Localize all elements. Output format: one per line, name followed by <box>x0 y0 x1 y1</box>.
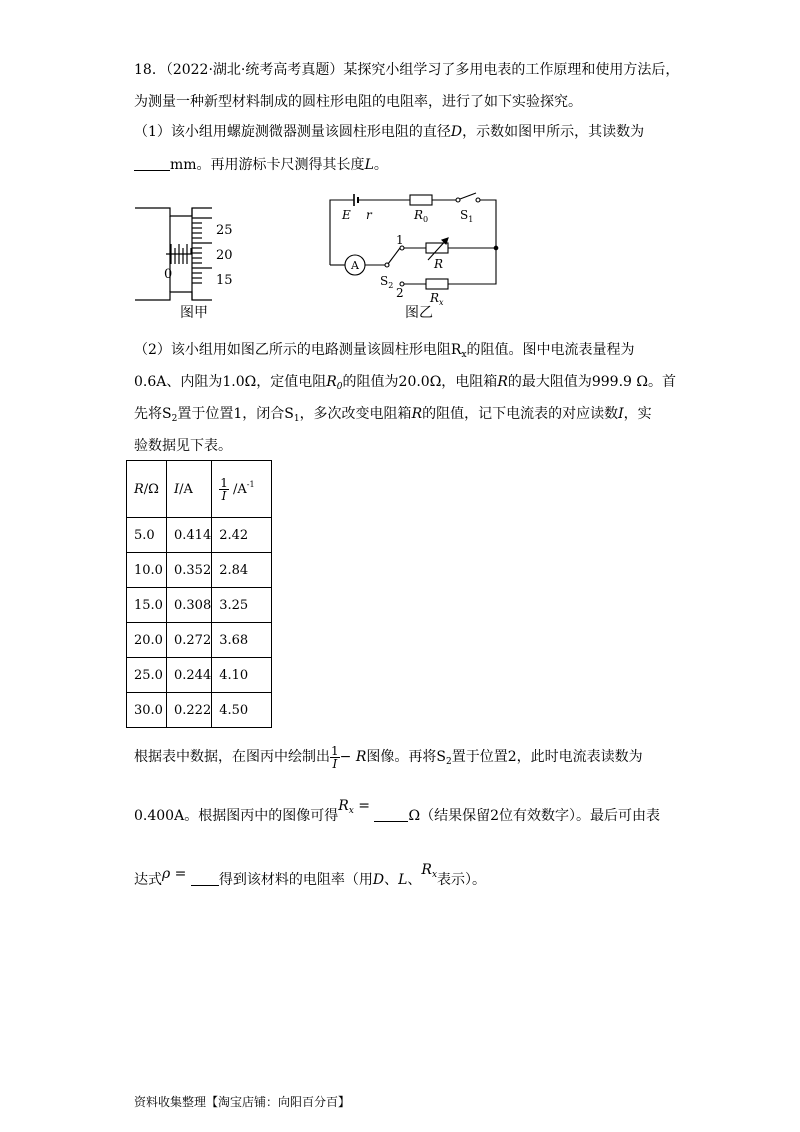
label-r: r <box>366 208 372 222</box>
figure-b-caption: 图乙 <box>405 305 433 321</box>
part2-line3: 先将$S_2$置于位置1，闭合$S_1$，多次改变电阻箱R的阻值，记下电流表的对应读数I，实 <box>134 406 652 424</box>
header-inverse-I: $\frac{1}{I}$ $/A^{-1}$ <box>212 461 272 518</box>
label-position-2: 2 <box>396 286 404 300</box>
figure-a-caption: 图甲 <box>180 305 208 321</box>
question-source: （2022·湖北·统考高考真题） <box>165 62 344 78</box>
part2-line4: 验数据见下表。 <box>134 438 232 454</box>
header-I: I/A <box>167 461 212 518</box>
label-S1: $S_1$ <box>460 208 474 224</box>
answer-blank-diameter[interactable] <box>134 156 170 171</box>
micrometer-scale-15: 15 <box>216 273 233 288</box>
data-table <box>126 460 272 728</box>
table-row: 10.0 0.352 2.84 <box>127 553 272 588</box>
fraction-1-over-I-inline: $\frac{1}{I}$ <box>331 743 339 771</box>
table-row: 5.0 0.414 2.42 <box>127 518 272 553</box>
micrometer-zero: 0 <box>164 267 173 282</box>
label-Rx: $R_x$ <box>430 291 444 307</box>
label-S2: $S_2$ <box>380 274 394 290</box>
answer-blank-rho[interactable] <box>191 871 219 886</box>
ammeter-A: A <box>351 259 359 272</box>
question-number: 18． <box>134 62 166 78</box>
micrometer-scale-25: 25 <box>216 223 233 238</box>
label-R0: $R_0$ <box>414 208 429 224</box>
after-line3: 达式ρ = 得到该材料的电阻率（用D、L、$R_x$表示）。 <box>134 862 487 888</box>
answer-blank-Rx[interactable] <box>374 807 408 822</box>
part1-line2: mm。再用游标卡尺测得其长度L。 <box>134 155 388 175</box>
circuit-figure <box>320 190 510 310</box>
micrometer-scale-20: 20 <box>216 248 233 263</box>
part1-line1: （1）该小组用螺旋测微器测量该圆柱形电阻的直径D，示数如图甲所示，其读数为 <box>134 124 645 140</box>
table-header-row <box>127 461 272 518</box>
label-E: E <box>342 208 351 222</box>
part2-line1: （2）该小组用如图乙所示的电路测量该圆柱形电阻$R_x$的阻值。图中电流表量程为 <box>134 342 635 360</box>
label-position-1: 1 <box>396 233 404 247</box>
table-row: 25.0 0.244 4.10 <box>127 658 272 693</box>
fraction-1-over-I: $\frac{1}{I}$ <box>220 475 228 503</box>
after-line1: 根据表中数据，在图丙中绘制出 $\frac{1}{I}$ − R图像。再将$S_2$置于位置2，此时电流表读数为 <box>134 743 643 771</box>
question-intro: 为测量一种新型材料制成的圆柱形电阻的电阻率，进行了如下实验探究。 <box>134 94 582 110</box>
label-R: R <box>434 257 444 271</box>
after-line2: 0.400A。根据图丙中的图像可得$R_x = \Omega$（结果保留2位有效数字）。最后可由表 <box>134 798 660 824</box>
header-R: R/Ω <box>127 461 167 518</box>
question-header: 18．（2022·湖北·统考高考真题）某探究小组学习了多用电表的工作原理和使用方法后， <box>134 62 680 78</box>
table-row: 20.0 0.272 3.68 <box>127 623 272 658</box>
table-row: 30.0 0.222 4.50 <box>127 693 272 728</box>
part2-line2: 0.6A、内阻为1.0Ω，定值电阻$R_0$的阻值为20.0Ω，电阻箱R的最大阻值为999.9 Ω。首 <box>134 374 676 392</box>
footer-source: 资料收集整理【淘宝店铺：向阳百分百】 <box>134 1095 351 1109</box>
table-row: 15.0 0.308 3.25 <box>127 588 272 623</box>
